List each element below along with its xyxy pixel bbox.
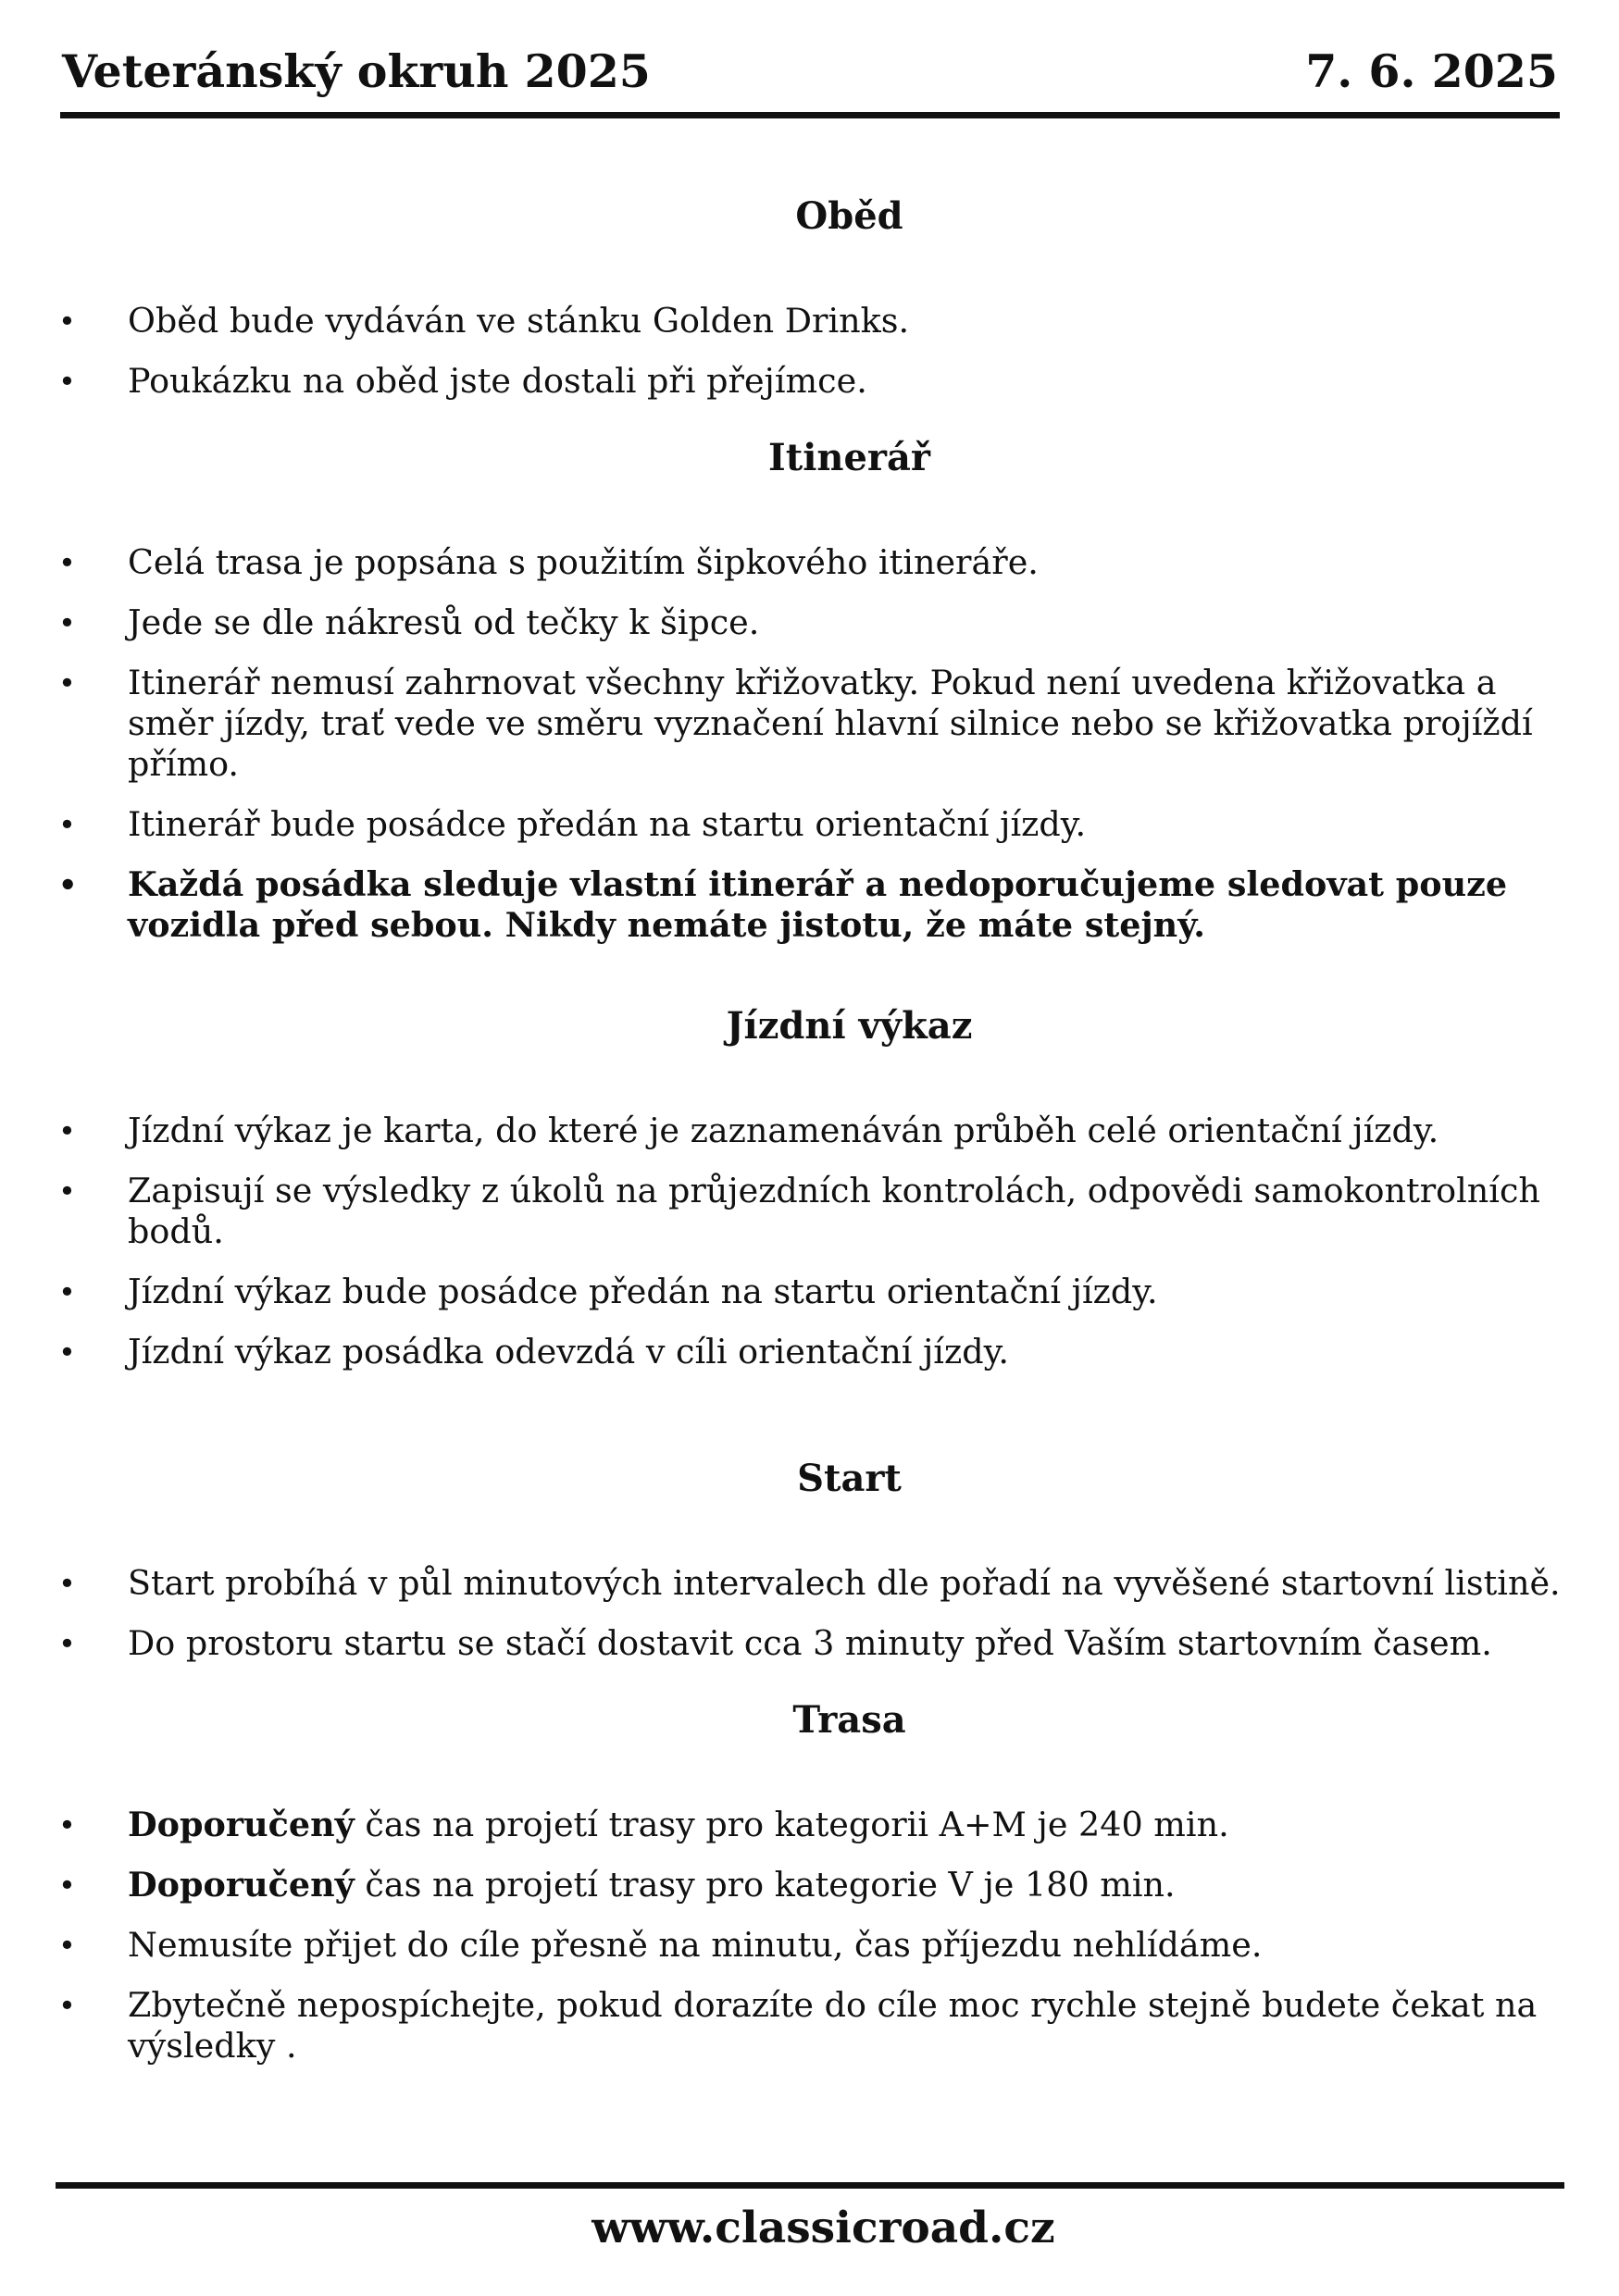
itinerar-list — [51, 542, 1574, 946]
list-item: • Poukázku na oběd jste dostali při přejímce. — [58, 361, 867, 401]
section-heading-trasa: Trasa — [792, 1698, 906, 1742]
bullet-icon: • — [58, 1626, 76, 1661]
bullet-icon: • — [58, 665, 76, 701]
bullet-icon: • — [58, 1928, 76, 1963]
section-heading-vykaz: Jízdní výkaz — [726, 1004, 973, 1048]
bullet-icon: • — [58, 807, 76, 842]
vykaz-list — [51, 1111, 1574, 1372]
list-item: • Doporučený čas na projetí trasy pro kategorie V je 180 min. — [58, 1865, 1176, 1905]
document-title: Veteránský okruh 2025 — [62, 44, 651, 98]
list-item: • Itinerář nemusí zahrnovat všechny křižovatky. Pokud není uvedena křižovatka a směr jízdy, trať vede ve směru vyznačení hlavní silnice nebo se křižovatka projíždí přímo. — [58, 663, 1533, 784]
document-header — [60, 43, 1560, 118]
bullet-icon: • — [58, 545, 76, 580]
bullet-icon: • — [58, 1566, 76, 1601]
list-item: • Celá trasa je popsána s použitím šipkového itineráře. — [58, 542, 1039, 582]
bullet-icon: • — [58, 1113, 76, 1148]
bullet-icon: • — [58, 1274, 76, 1309]
footer-divider — [56, 2182, 1564, 2189]
list-item: • Jízdní výkaz posádka odevzdá v cíli orientační jízdy. — [58, 1332, 1009, 1371]
list-item-emphasis: • Každá posádka sleduje vlastní itinerář a nedoporučujeme sledovat pouze vozidla před sebou. Nikdy nemáte jistotu, že máte stejný. — [58, 864, 1508, 945]
list-item: • Nemusíte přijet do cíle přesně na minutu, čas příjezdu nehlídáme. — [58, 1925, 1263, 1965]
document-body — [51, 190, 1574, 2066]
bullet-icon: • — [58, 1173, 76, 1209]
obed-list — [51, 301, 1574, 402]
section-heading-obed: Oběd — [795, 194, 903, 238]
list-item: • Itinerář bude posádce předán na startu orientační jízdy. — [58, 804, 1087, 844]
section-heading-start: Start — [797, 1457, 902, 1500]
bullet-icon: • — [58, 304, 76, 339]
list-item: • Jede se dle nákresů od tečky k šipce. — [58, 602, 760, 642]
bullet-icon: • — [58, 867, 78, 902]
bullet-icon: • — [58, 1988, 76, 2023]
trasa-list — [51, 1805, 1574, 2066]
list-item: • Zbytečně nepospíchejte, pokud dorazíte do cíle moc rychle stejně budete čekat na výsledky . — [58, 1985, 1538, 2066]
list-item: • Jízdní výkaz je karta, do které je zaznamenáván průběh celé orientační jízdy. — [58, 1111, 1439, 1150]
bullet-icon: • — [58, 1868, 76, 1903]
list-item: • Jízdní výkaz bude posádce předán na startu orientační jízdy. — [58, 1272, 1158, 1311]
footer-website-link[interactable]: www.classicroad.cz — [592, 2203, 1055, 2253]
document-date: 7. 6. 2025 — [1305, 44, 1558, 98]
list-item: • Start probíhá v půl minutových intervalech dle pořadí na vyvěšené startovní listině. — [58, 1563, 1561, 1603]
start-list — [51, 1563, 1574, 1664]
bullet-icon: • — [58, 1334, 76, 1370]
list-item: • Do prostoru startu se stačí dostavit cca 3 minuty před Vaším startovním časem. — [58, 1623, 1492, 1663]
section-heading-itinerar: Itinerář — [768, 436, 930, 479]
list-item: • Oběd bude vydáván ve stánku Golden Drinks. — [58, 301, 910, 341]
bullet-icon: • — [58, 1807, 76, 1843]
bullet-icon: • — [58, 605, 76, 640]
list-item: • Doporučený čas na projetí trasy pro kategorii A+M je 240 min. — [58, 1805, 1229, 1844]
list-item: • Zapisují se výsledky z úkolů na průjezdních kontrolách, odpovědi samokontrolních bodů. — [58, 1171, 1540, 1251]
bullet-icon: • — [58, 364, 76, 399]
